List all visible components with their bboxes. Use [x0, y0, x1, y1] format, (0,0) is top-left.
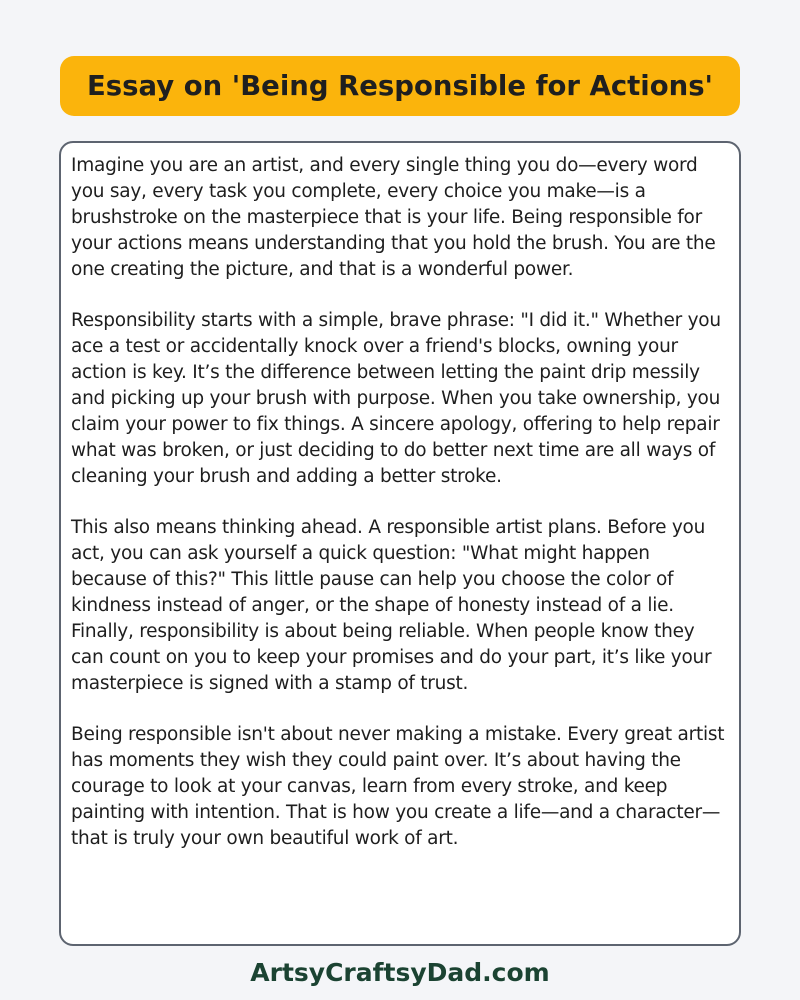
essay-paragraph-3: This also means thinking ahead. A responsible artist plans. Before you act, you can ask yourself a quick question: "What might happen because of this?" This little pause can help you choose the color of kindness instead of anger, or the shape of honesty instead of a lie. Finally, responsibility is about being reliable. When people know they can count on you to keep your promises and do your part, it’s like your masterpiece is signed with a stamp of trust.: [71, 517, 712, 694]
site-footer-link: ArtsyCraftsyDad.com: [250, 958, 550, 987]
page-title: Essay on 'Being Responsible for Actions': [87, 70, 713, 102]
essay-box: [59, 141, 741, 946]
essay-paragraph-4: Being responsible isn't about never making a mistake. Every great artist has moments they wish they could paint over. It’s about having the courage to look at your canvas, learn from every stroke, and keep painting with intention. That is how you create a life—and a character—that is truly your own beautiful work of art.: [71, 724, 725, 849]
title-banner: [60, 56, 740, 116]
essay-paragraph-2: Responsibility starts with a simple, brave phrase: "I did it." Whether you ace a test or accidentally knock over a friend's blocks, owning your action is key. It’s the difference between letting the paint drip messily and picking up your brush with purpose. When you take ownership, you claim your power to fix things. A sincere apology, offering to help repair what was broken, or just deciding to do better next time are all ways of cleaning your brush and adding a better stroke.: [71, 310, 721, 487]
essay-paragraph-1: Imagine you are an artist, and every single thing you do—every word you say, every task you complete, every choice you make—is a brushstroke on the masterpiece that is your life. Being responsible for your actions means understanding that you hold the brush. You are the one creating the picture, and that is a wonderful power.: [71, 155, 716, 280]
